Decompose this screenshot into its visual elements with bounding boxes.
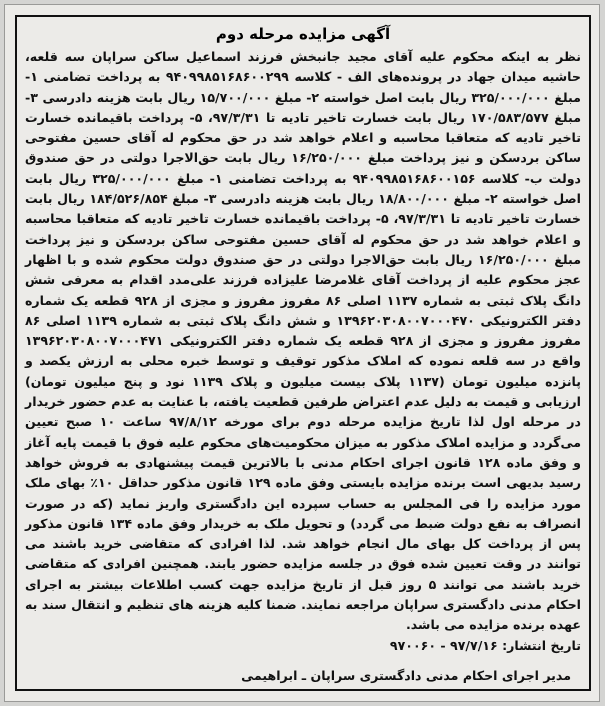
signature-line: مدیر اجرای احکام مدنی دادگستری سراپان ـ ابراهیمی <box>241 667 571 683</box>
notice-body: نظر به اینکه محکوم علیه آقای مجید جانبخش فرزند اسماعیل ساکن سراپان سه قلعه، حاشیه میدان جهاد در پرونده‌های الف - کلاسه ۹۴۰۹۹۸۵۱۶۸۶۰۰۲۹۹ به پرداخت تضامنی ۱- مبلغ ۳۲۵/۰۰۰/۰۰۰ ریال بابت اصل خواسته ۲- مبلغ ۱۵/۷۰۰/۰۰۰ ریال بابت هزینه دادرسی ۳- مبلغ ۱۷۰/۵۸۳/۵۷۷ ریال بابت خسارت تاخیر تادیه تا ۹۷/۳/۳۱، ۵- پرداخت باقیمانده خسارت تاخیر تادیه که متعاقبا محاسبه و اعلام خواهد شد در حق محکوم له آقای حسین مفتوحی ساکن بردسکن و نیز پرداخت مبلغ ۱۶/۲۵۰/۰۰۰ ریال بابت حق‌الاجرا دولتی در حق صندوق دولت ب- کلاسه ۹۴۰۹۹۸۵۱۶۸۶۰۰۱۵۶ به پرداخت تضامنی ۱- مبلغ ۳۲۵/۰۰۰/۰۰۰ ریال بابت اصل خواسته ۲- مبلغ ۱۸/۸۰۰/۰۰۰ ریال بابت هزینه دادرسی ۳- مبلغ ۱۸۴/۵۲۶/۸۵۴ ریال بابت خسارت تاخیر تادیه تا ۹۷/۳/۳۱، ۵- پرداخت باقیمانده خسارت تاخیر تادیه که متعاقبا محاسبه و اعلام خواهد شد در حق محکوم له آقای حسین مفتوحی ساکن بردسکن و نیز پرداخت مبلغ ۱۶/۲۵۰/۰۰۰ ریال بابت حق‌الاجرا دولتی در حق صندوق دولت محکوم شده و با اظهار عجز محکوم علیه از پرداخت آقای غلامرضا علیزاده فرزند علی‌مدد اقدام به معرفی شش دانگ پلاک ثبتی به شماره ۱۱۳۷ اصلی ۸۶ مفروز مفروز و مجزی از ۹۲۸ قطعه یک شماره دفتر الکترونیکی ۱۳۹۶۲۰۳۰۸۰۰۷۰۰۰۴۷۰ و شش دانگ پلاک ثبتی به شماره ۱۱۳۹ اصلی ۸۶ مفروز مفروز و مجزی از ۹۲۸ قطعه یک شماره دفتر الکترونیکی ۱۳۹۶۲۰۳۰۸۰۰۷۰۰۰۴۷۱ واقع در سه قلعه نموده که املاک مذکور توقیف و توسط خبره محلی به ارزش یکصد و پانزده میلیون تومان (۱۱۳۷ پلاک بیست میلیون و پلاک ۱۱۳۹ نود و پنج میلیون تومان) ارزیابی و قیمت به دلیل عدم اعتراض طرفین قطعیت یافته، با عنایت به عدم حضور خریدار در مرحله اول لذا تاریخ مزایده مرحله دوم برای مورخه ۹۷/۸/۱۲ ساعت ۱۰ صبح تعیین می‌گردد و مزایده املاک مذکور به میزان محکومیت‌های محکوم علیه فوق با قیمت پایه آغاز و وفق ماده ۱۲۸ قانون اجرای احکام مدنی با بالاترین قیمت پیشنهادی به فروش خواهد رسید بدیهی است برنده مزایده بایستی وفق ماده ۱۲۹ قانون مذکور حداقل ۱۰٪ بهای ملک مورد مزایده را فی المجلس به حساب سپرده این دادگستری واریز نماید (که در صورت انصراف به نفع دولت ضبط می گردد) و تحویل ملک به خریدار وفق ماده ۱۳۴ قانون مذکور پس از پرداخت کل بهای مال انجام خواهد شد. لذا افرادی که متقاضی خرید باشند می توانند در وقت تعیین شده فوق در جلسه مزایده حضور یابند. همچنین افرادی که متقاضی خرید باشند می توانند ۵ روز قبل از تاریخ مزایده جهت کسب اطلاعات بیشتر به اجرای احکام مدنی دادگستری سراپان مراجعه نمایند. ضمنا کلیه هزینه های تنظیم و انتقال سند به عهده برنده مزایده می باشد. <box>25 49 582 633</box>
publication-date: تاریخ انتشار: ۹۷/۷/۱۶ - ۹۷۰۰۶۰ <box>389 637 581 653</box>
notice-title: آگهی مزایده مرحله دوم <box>215 25 391 43</box>
newspaper-clipping <box>4 4 600 702</box>
notice-frame <box>15 15 591 691</box>
